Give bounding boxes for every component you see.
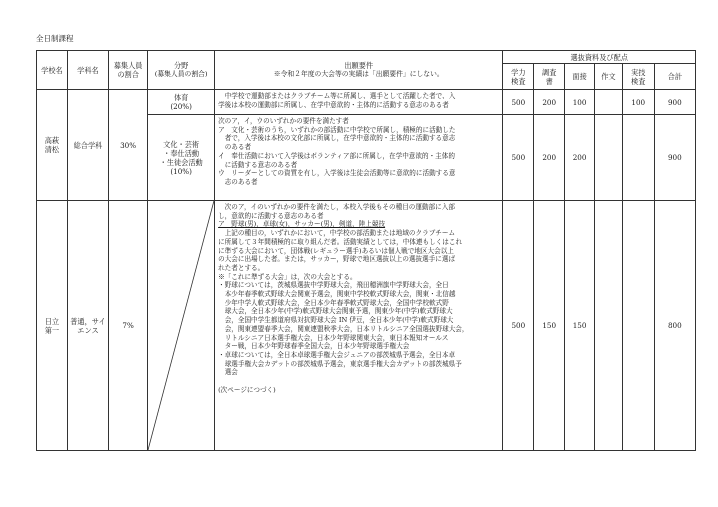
score-essay <box>595 115 623 201</box>
requirement-line: れた者とする。 <box>218 263 265 272</box>
requirement-line: 会，全国中学生都道府県対抗野球大会 IN 伊豆，全日本少年(中学)軟式野球大 <box>224 316 454 325</box>
requirement-line: ・卓球については，全日本卓球選手権大会ジュニアの部茨城県予選会，全日本卓 <box>218 350 456 359</box>
table-header-row <box>37 51 696 64</box>
header-academic-test-line1: 学力 <box>511 67 526 77</box>
field-cell-empty <box>148 201 215 451</box>
header-field-line1: 分野 <box>173 61 189 71</box>
field-line4: (10%) <box>170 166 192 176</box>
score-academic: 500 <box>503 90 534 115</box>
requirement-line: 球選手権大会カデットの部茨城県予選会，東京選手権大会カデットの部茨城県予 <box>224 359 462 368</box>
requirement-line: 会，関東連盟春季大会，関東連盟秋季大会，日本リトルシニア全国選抜野球大会， <box>224 324 469 333</box>
score-interview: 100 <box>565 90 595 115</box>
header-requirements-line2: ※令和２年度の大会等の実績は「出願要件」にしない。 <box>273 70 444 79</box>
requirement-line: に活動する意志のある者 <box>224 160 298 169</box>
score-report: 200 <box>534 115 565 201</box>
header-report <box>534 64 565 90</box>
score-report: 200 <box>534 90 565 115</box>
requirement-line: イ 奉仕活動において入学後はボランティア部に所属し，在学中意欲的・主体的 <box>218 151 455 160</box>
school-cell <box>37 90 68 201</box>
school-line2: 第一 <box>44 325 60 335</box>
requirement-line: ・野球については，茨城県選抜中学野球大会，飛田穂洲旗中学野球大会，全日 <box>218 281 449 290</box>
score-total: 900 <box>654 90 695 115</box>
requirement-text: 学後は本校の運動部に所属し、在学中意欲的・主体的に活動する意志のある者 <box>218 100 449 109</box>
header-practical-line2: 検査 <box>631 76 646 86</box>
header-quota-ratio-line1: 募集人員 <box>113 61 143 70</box>
requirement-line <box>218 101 499 110</box>
score-practical <box>622 201 654 451</box>
header-academic-test <box>503 64 534 90</box>
requirement-line: のある者 <box>224 143 252 152</box>
score-academic: 500 <box>503 201 534 451</box>
score-academic: 500 <box>503 115 534 201</box>
table-row <box>37 90 696 115</box>
score-total: 900 <box>654 115 695 201</box>
header-practical-line1: 実技 <box>631 67 646 77</box>
department-cell: 総合学科 <box>67 90 108 201</box>
requirement-line: ウ リーダーとしての資質を有し，入学後は生徒会活動等に意欲的に活動する意 <box>218 169 456 178</box>
requirement-line: 少年中学人軟式野球大会，全日本少年春季軟式野球大会，全国中学校軟式野 <box>224 298 449 307</box>
requirement-line: 次のア，イのいずれかの要件を満たし，本校入学後もその種目の運動部に入部 <box>224 203 455 211</box>
school-line1: 高萩 <box>44 136 60 145</box>
requirement-line: 志のある者 <box>224 177 258 186</box>
header-quota-ratio-line2: の割合 <box>117 70 139 79</box>
field-line1: 体育 <box>173 93 189 102</box>
header-academic-test-line2: 検査 <box>511 76 526 86</box>
header-requirements <box>215 51 503 90</box>
score-practical: 100 <box>622 90 654 115</box>
header-field-line2: (募集人員の割合) <box>154 70 208 79</box>
ratio-cell: 30% <box>109 90 148 201</box>
table-row <box>37 201 696 451</box>
header-department: 学科名 <box>67 51 108 90</box>
requirement-line: 者で，入学後は本校の文化部に所属し，在学中意欲的・主体的に活動する意志 <box>224 134 456 143</box>
ratio-cell: 7% <box>109 201 148 451</box>
field-line2: ・奉仕活動 <box>163 148 200 158</box>
field-line1: 文化・芸術 <box>163 139 200 149</box>
requirement-line: に準ずる大会において，団体戦(レギュラー選手)あるいは個人戦で地区大会以上 <box>218 246 454 255</box>
field-cell <box>148 90 215 115</box>
school-cell <box>37 201 68 451</box>
requirement-line: ア 野球(男)，卓球(女)，サッカー(男)，剣道，陸上競技 <box>218 220 386 229</box>
score-report: 150 <box>534 201 565 451</box>
score-total: 800 <box>654 201 695 451</box>
header-practical <box>622 64 654 90</box>
field-cell <box>148 115 215 201</box>
requirement-line: 球大会，全日本少年(中学)軟式野球大会関東予選，関東少年(中学)軟式野球大 <box>224 307 453 316</box>
requirement-line: ※「これに準ずる大会」は，次の大会とする。 <box>218 272 357 281</box>
score-interview: 150 <box>565 201 595 451</box>
requirements-cell <box>215 201 503 451</box>
requirement-line: 本少年春季軟式野球大会関東予選会，関東中学校軟式野球大会，関東・北信越 <box>224 290 456 299</box>
requirement-line: ア 文化・芸術のうち，いずれかの部活動に中学校で所属し，積極的に活動した <box>218 125 456 134</box>
header-essay: 作文 <box>595 64 623 90</box>
admission-table <box>36 50 696 451</box>
requirement-line: 次のア，イ，ウのいずれかの要件を満たす者 <box>218 117 349 125</box>
header-quota-ratio <box>109 51 148 90</box>
course-title: 全日制課程 <box>36 34 74 43</box>
header-selection-group: 選抜資料及び配点 <box>503 51 696 64</box>
score-interview: 200 <box>565 115 595 201</box>
requirements-cell <box>215 115 503 201</box>
field-line2: (20%) <box>170 102 192 111</box>
score-essay <box>595 90 623 115</box>
requirements-cell <box>215 90 503 115</box>
requirement-line: リトルシニア日本選手権大会，日本少年野球関東大会，東日本報知オールス <box>224 333 449 342</box>
requirement-line: 上記の種目の，いずれかにおいて，中学校の部活動または地域のクラブチーム <box>224 229 456 238</box>
school-line2: 清松 <box>44 145 60 154</box>
diagonal-strike <box>148 201 214 450</box>
department-cell <box>67 201 108 451</box>
header-school: 学校名 <box>37 51 68 90</box>
department-line1: 普通，サイ <box>70 316 106 326</box>
requirement-line: し，意欲的に活動する意志のある者 <box>218 211 324 220</box>
header-requirements-line1: 出願要件 <box>344 61 374 71</box>
continued-note: (次ページにつづく) <box>218 385 276 394</box>
header-report-line1: 調査 <box>542 67 557 77</box>
requirement-line: の大会に出場した者。または，サッカー，野球で地区選抜以上の選抜選手に選ば <box>218 255 456 264</box>
header-interview: 面接 <box>565 64 595 90</box>
requirement-line: ター戦，日本少年野球春季全国大会，日本少年野球選手権大会 <box>224 342 410 351</box>
requirement-line: 選会 <box>224 368 238 377</box>
header-report-line2: 書 <box>545 76 553 86</box>
department-line2: エンス <box>77 325 99 335</box>
requirement-line <box>218 377 499 386</box>
field-line3: ・生徒会活動 <box>159 157 203 167</box>
header-field <box>148 51 215 90</box>
header-total: 合計 <box>654 64 695 90</box>
score-essay <box>595 201 623 451</box>
school-line1: 日立 <box>44 316 60 326</box>
score-practical <box>622 115 654 201</box>
requirement-line: 中学校で運動部またはクラブチーム等に所属し、選手として活躍した者で、入 <box>224 92 456 100</box>
requirement-line: に所属して３年間積極的に取り組んだ者。活動実績としては，中体連もしくはこれ <box>218 237 463 246</box>
